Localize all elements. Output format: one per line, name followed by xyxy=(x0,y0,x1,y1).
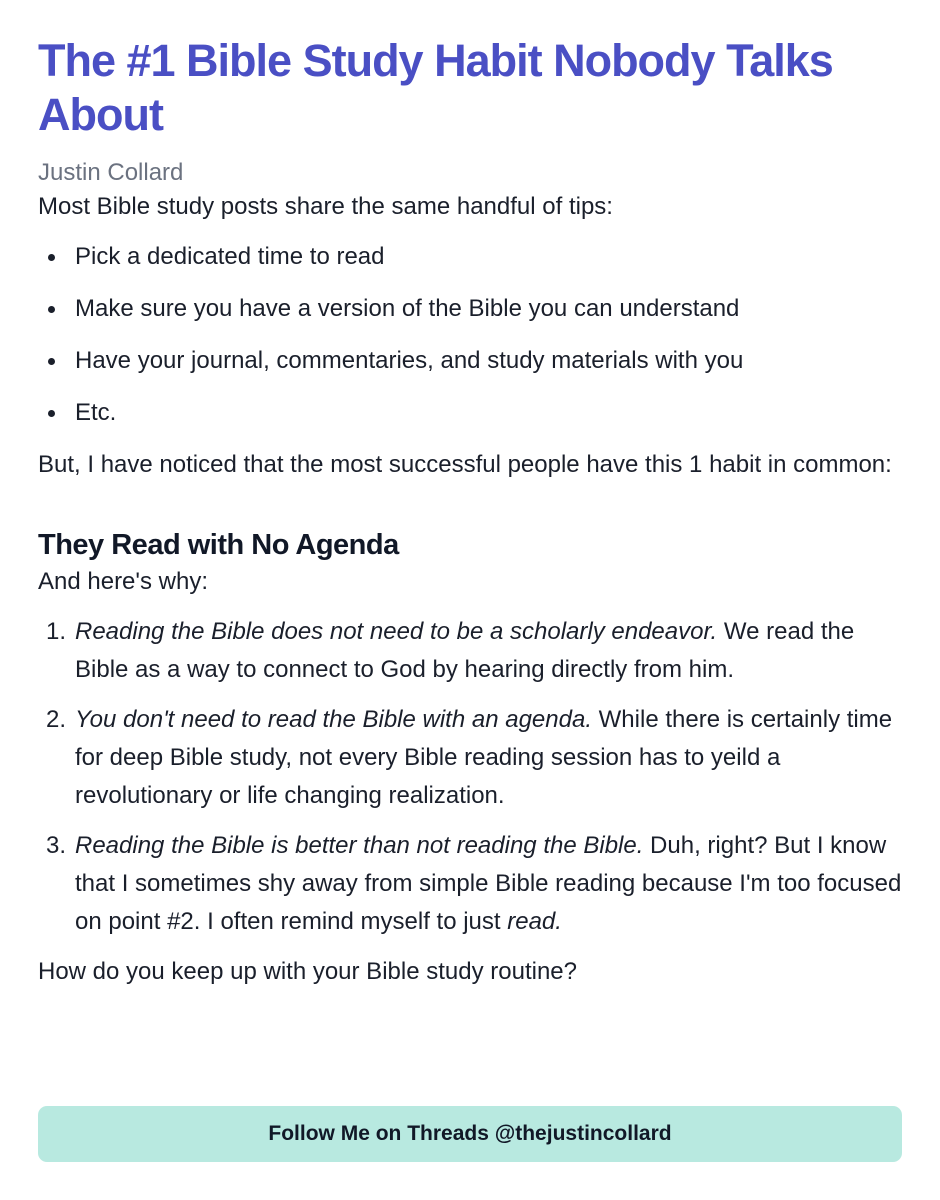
reason-text: Duh, right? But I know that I sometimes shy away from simple Bible reading because I'm too focused on point #2. I often remind myself to just xyxy=(75,832,902,935)
list-item xyxy=(46,827,902,941)
list-item: Make sure you have a version of the Bible you can understand xyxy=(75,290,902,328)
list-item xyxy=(46,701,902,815)
closing-question: How do you keep up with your Bible study routine? xyxy=(38,958,577,985)
list-item: Have your journal, commentaries, and study materials with you xyxy=(75,342,902,380)
reason-emphasis: Reading the Bible is better than not reading the Bible. xyxy=(75,832,644,859)
tips-list xyxy=(38,238,902,432)
reason-text: While there is certainly time for deep Bible study, not every Bible reading session has to yeild a revolutionary or life changing realization. xyxy=(75,706,893,809)
reason-text: We read the Bible as a way to connect to God by hearing directly from him. xyxy=(75,618,855,683)
list-number: 3. xyxy=(46,832,67,859)
section-heading: They Read with No Agenda xyxy=(38,529,399,561)
reasons-list xyxy=(38,613,902,941)
reason-emphasis: You don't need to read the Bible with an agenda. xyxy=(75,706,592,733)
list-number: 2. xyxy=(46,706,67,733)
reason-emphasis: Reading the Bible does not need to be a scholarly endeavor. xyxy=(75,618,718,645)
why-paragraph: And here's why: xyxy=(38,568,209,595)
intro-paragraph: Most Bible study posts share the same handful of tips: xyxy=(38,193,613,220)
reason-trailing-emphasis: read. xyxy=(507,908,562,935)
list-item xyxy=(46,613,902,689)
list-item: Etc. xyxy=(75,394,902,432)
observation-paragraph: But, I have noticed that the most successful people have this 1 habit in common: xyxy=(38,451,892,478)
author-name: Justin Collard xyxy=(38,159,184,186)
list-item: Pick a dedicated time to read xyxy=(75,238,902,276)
follow-threads-button[interactable]: Follow Me on Threads @thejustincollard xyxy=(38,1106,902,1162)
article-title: The #1 Bible Study Habit Nobody Talks About xyxy=(38,35,833,140)
list-number: 1. xyxy=(46,618,67,645)
